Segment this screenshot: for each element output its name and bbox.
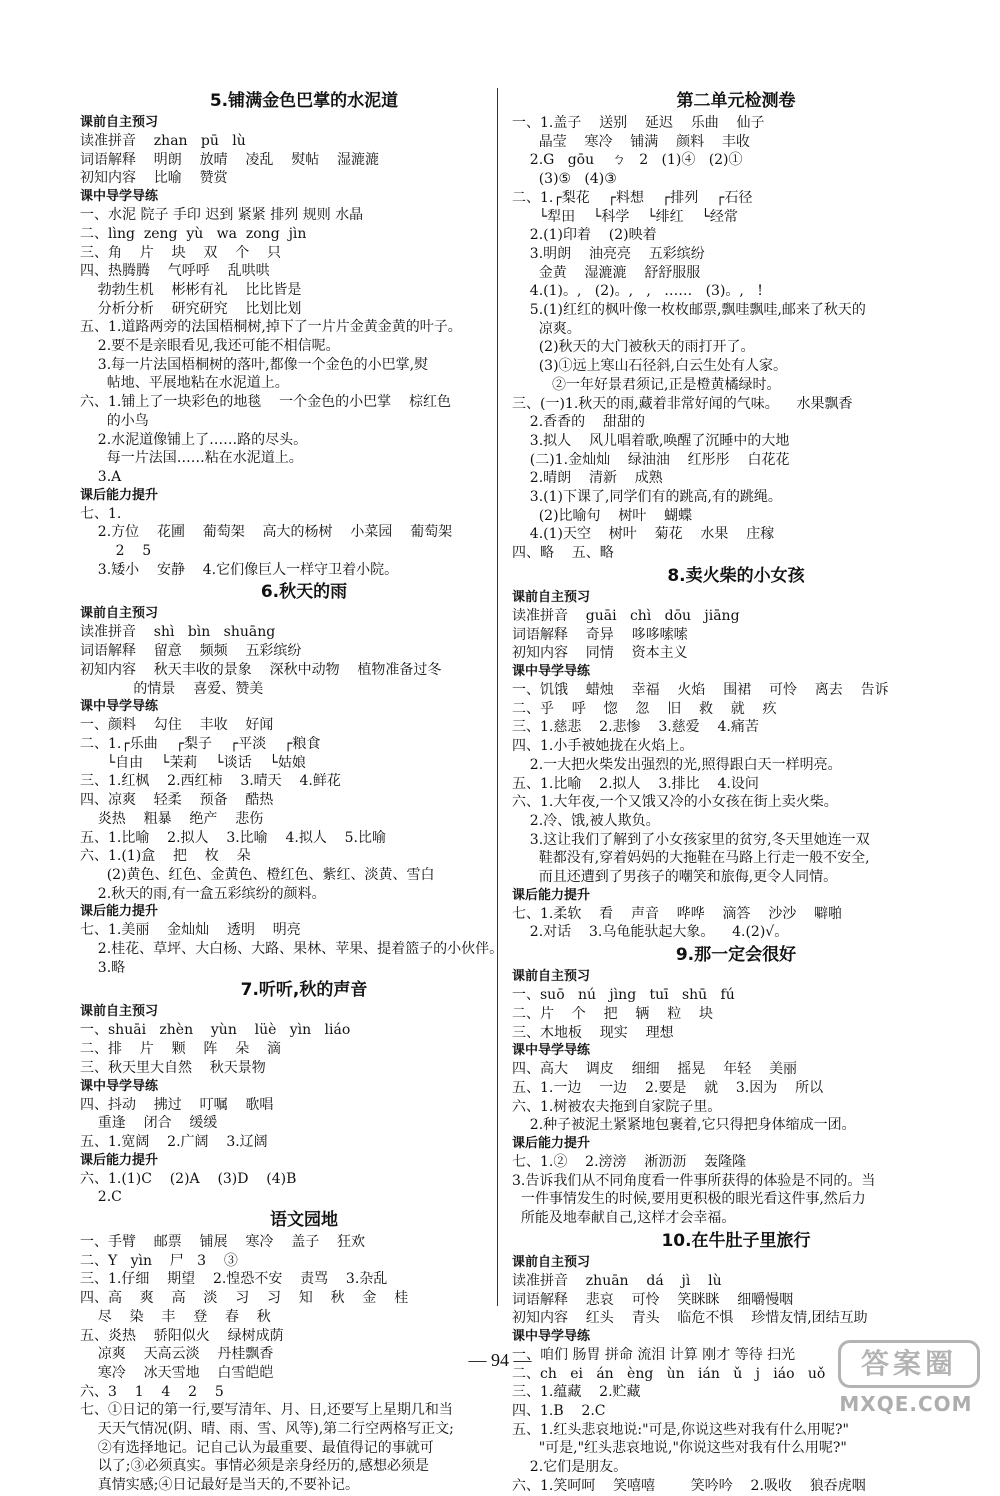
answer-line: 一、shuāi zhèn yùn lüè yìn liáo [80, 1022, 351, 1039]
answer-line: 所能及地奉献自己,这样才会幸福。 [512, 1210, 736, 1227]
answer-line: 读准拼音 zhuān dá jì lù [512, 1272, 722, 1289]
watermark-url: MXQE.COM [839, 1392, 973, 1416]
answer-line: 以了;③必须真实。事情必须是亲身经历的,感想必须是 [80, 1458, 429, 1475]
subsection-heading: 课中导学导练 [80, 1078, 159, 1094]
subsection-heading: 课前自主预习 [80, 115, 159, 130]
right-column [512, 88, 960, 1496]
answer-line: 3.拟人 风儿唱着歌,唤醒了沉睡中的大地 [512, 432, 790, 449]
answer-line: 四、高大 调皮 细细 摇晃 年轻 美丽 [512, 1061, 798, 1078]
answer-line: 六、3 1 4 2 5 [80, 1383, 224, 1400]
answer-line: 3.矮小 安静 4.它们像巨人一样守卫着小院。 [80, 561, 399, 578]
answer-line: 三、木地板 现实 理想 [512, 1024, 674, 1041]
answer-line: 真情实感;④日记最好是当天的,不要补记。 [80, 1477, 359, 1494]
answer-line: 3.A [80, 468, 122, 485]
section-title: 5.铺满金色巴掌的水泥道 [209, 91, 399, 111]
answer-line: 初知内容 秋天丰收的景象 深秋中动物 植物准备过冬 [80, 661, 442, 678]
subsection-heading: 课后能力提升 [80, 487, 159, 503]
answer-line: 四、热腾腾 气呼呼 乱哄哄 [80, 263, 270, 280]
answer-line: 2.水泥道像铺上了……路的尽头。 [80, 431, 308, 448]
subsection-heading: 课中导学导练 [512, 663, 591, 679]
answer-line: 3.告诉我们从不同角度看一件事所获得的体验是不同的。当 [512, 1172, 876, 1189]
subsection-heading: 课后能力提升 [512, 887, 591, 903]
answer-line: 2.冷、饿,被人欺负。 [512, 812, 660, 829]
subsection-heading: 课后能力提升 [80, 904, 159, 920]
answer-line: 2 5 [80, 543, 152, 560]
answer-line: 词语解释 悲哀 可怜 笑眯眯 细嚼慢咽 [512, 1291, 794, 1308]
answer-line: 天天气情况(阴、晴、雨、雪、风等),第二行空两格写正文; [80, 1421, 454, 1438]
answer-line: 读准拼音 guāi chì dōu jiāng [512, 607, 740, 624]
answer-line: 帖地、平展地粘在水泥道上。 [80, 375, 289, 392]
answer-line: 一、饥饿 蜡烛 幸福 火焰 围裙 可怜 离去 告诉 [512, 681, 889, 698]
answer-line: 读准拼音 shì bìn shuāng [80, 624, 276, 641]
answer-line: 凉爽 天高云淡 丹桂飘香 [80, 1346, 274, 1363]
answer-line: 六、1.(1)盒 把 枚 朵 [80, 848, 251, 865]
answer-line: 初知内容 红头 青头 临危不惧 珍惜友情,团结互助 [512, 1310, 868, 1327]
answer-line: 初知内容 比喻 赞赏 [80, 170, 228, 187]
subsection-heading: 课后能力提升 [80, 1152, 159, 1168]
answer-line: 鞋都没有,穿着妈妈的大拖鞋在马路上行走一般不安全, [512, 850, 870, 867]
answer-line: 词语解释 留意 频频 五彩缤纷 [80, 643, 302, 660]
answer-line: 寒冷 冰天雪地 白雪皑皑 [80, 1364, 274, 1381]
answer-line: 六、1.大年夜,一个又饿又冷的小女孩在街上卖火柴。 [512, 794, 838, 811]
section-title: 9.那一定会很好 [675, 945, 797, 966]
answer-line: 七、1.② 2.滂滂 淅沥沥 轰隆隆 [512, 1154, 747, 1171]
section-title: 6.秋天的雨 [260, 582, 348, 603]
answer-line: 2.对话 3.乌龟能驮起大象。 4.(2)√。 [512, 924, 789, 941]
answer-line: 2.晴朗 清新 成熟 [512, 470, 663, 487]
answer-line: 3.(1)下课了,同学们有的跳高,有的跳绳。 [512, 489, 782, 506]
answer-line: ②有选择地记。记自己认为最重要、最值得记的事就可 [80, 1439, 434, 1456]
answer-line: 2.G gōu ㄅ 2 (1)④ (2)① [512, 152, 743, 169]
section-title: 语文园地 [270, 1210, 338, 1231]
answer-line: 一、水泥 院子 手印 迟到 紧紧 排列 规则 水晶 [80, 207, 364, 224]
answer-line: 三、1.慈悲 2.悲惨 3.慈爱 4.痛苦 [512, 719, 759, 736]
answer-line: 每一片法国……粘在水泥道上。 [80, 450, 303, 467]
answer-line: 一、1.盖子 送别 延迟 乐曲 仙子 [512, 115, 765, 131]
answer-line: 2.一大把火柴发出强烈的光,照得跟白天一样明亮。 [512, 756, 842, 773]
answer-line: 三、秋天里大自然 秋天景物 [80, 1059, 266, 1076]
answer-line: 五、1.一边 一边 2.要是 就 3.因为 所以 [512, 1079, 824, 1096]
answer-line: 二、排 片 颗 阵 朵 滴 [80, 1041, 282, 1058]
subsection-heading: 课前自主预习 [512, 1254, 591, 1270]
answer-line: 2.桂花、草坪、大白杨、大路、果林、苹果、提着篮子的小伙伴。 [80, 941, 504, 958]
answer-line: 四、略 五、略 [512, 545, 614, 562]
section-title: 第二单元检测卷 [676, 91, 796, 111]
answer-line: "可是,"红头悲哀地说,"你说这些对我有什么用呢?" [512, 1440, 847, 1457]
left-column [80, 88, 528, 1495]
answer-line: 五、炎热 骄阳似火 绿树成荫 [80, 1327, 284, 1344]
answer-line: 2.方位 花圃 葡萄架 高大的杨树 小菜园 葡萄架 [80, 524, 453, 541]
answer-line: 二、1.┌梨花 ┌料想 ┌排列 ┌石径 [512, 189, 753, 206]
answer-line: 2.(1)印着 (2)映着 [512, 227, 657, 244]
page-number: — 94 — [468, 1350, 532, 1370]
answer-line: 四、抖动 拂过 叮嘱 歌唱 [80, 1096, 274, 1113]
answer-line: 二、ch ei án èng ùn ián ǔ j iáo uǒ [512, 1365, 826, 1382]
answer-line: 三、1.蕴藏 2.贮藏 [512, 1384, 641, 1401]
section-title: 7.听听,秋的声音 [240, 980, 368, 1001]
answer-line: └犁田 └科学 └绯红 └经常 [512, 208, 738, 225]
answer-line: 的情景 喜爱、赞美 [80, 680, 264, 697]
answer-line: 六、1.(1)C (2)A (3)D (4)B [80, 1170, 297, 1187]
answer-line: 四、高 爽 高 淡 习 习 知 秋 金 桂 [80, 1290, 409, 1307]
answer-line: 3.每一片法国梧桐树的落叶,都像一个金色的小巴掌,熨 [80, 356, 429, 373]
answer-line: 一、手臂 邮票 铺展 寒冷 盖子 狂欢 [80, 1234, 366, 1251]
answer-line: (2)秋天的大门被秋天的雨打开了。 [512, 339, 755, 356]
subsection-heading: 课中导学导练 [512, 1043, 591, 1059]
answer-line: 3.略 [80, 959, 126, 976]
answer-line: 4.(1)天空 树叶 菊花 水果 庄稼 [512, 526, 775, 543]
answer-line: 2.C [80, 1189, 122, 1206]
subsection-heading: 课中导学导练 [80, 699, 159, 715]
answer-line: (2)比喻句 树叶 蝴蝶 [512, 507, 693, 524]
answer-line: 4.(1)。, (2)。, , …… (3)。, ! [512, 283, 763, 300]
answer-line: 勃勃生机 彬彬有礼 比比皆是 [80, 281, 302, 298]
subsection-heading: 课前自主预习 [512, 589, 591, 605]
answer-line: └自由 └茉莉 └谈话 └姑娘 [80, 754, 306, 771]
subsection-heading: 课前自主预习 [512, 969, 591, 985]
subsection-heading: 课中导学导练 [80, 189, 159, 205]
answer-line: 六、1.笑呵呵 笑嘻嘻 笑吟吟 2.吸收 狼吞虎咽 [512, 1477, 866, 1494]
answer-line: 3.明朗 油亮亮 五彩缤纷 [512, 245, 705, 262]
answer-line: (二)1.金灿灿 绿油油 红彤彤 白花花 [512, 451, 790, 468]
answer-line: 四、1.小手被她拢在火焰上。 [512, 738, 694, 755]
answer-line: (3)⑤ (4)③ [512, 171, 617, 188]
answer-line: 一、颜料 勾住 丰收 好闻 [80, 717, 274, 734]
answer-line: ②一年好景君须记,正是橙黄橘绿时。 [512, 376, 781, 393]
answer-line: 七、1.美丽 金灿灿 透明 明亮 [80, 922, 301, 939]
answer-line: 重逢 闭合 缓缓 [80, 1115, 218, 1132]
subsection-heading: 课前自主预习 [80, 1004, 159, 1020]
answer-line: 词语解释 明朗 放晴 凌乱 熨帖 湿漉漉 [80, 151, 380, 168]
answer-line: 一件事情发生的时候,要用更积极的眼光看这件事,然后力 [512, 1191, 866, 1208]
answer-line: 七、1. [80, 505, 122, 522]
answer-line: 二、lìng zeng yù wa zong jìn [80, 225, 307, 242]
answer-line: 炎热 粗暴 绝产 悲伤 [80, 810, 264, 827]
answer-line: 四、1.B 2.C [512, 1403, 606, 1420]
answer-line: 二、片 个 把 辆 粒 块 [512, 1005, 714, 1022]
answer-line: (3)①远上寒山石径斜,白云生处有人家。 [512, 358, 787, 375]
answer-line: 一、suō nú jìng tuī shū fú [512, 987, 735, 1004]
answer-line: 2.种子被泥土紧紧地包裹着,它只得把身体缩成一团。 [512, 1117, 856, 1134]
answer-line: 三、1.红枫 2.西红柿 3.晴天 4.鲜花 [80, 773, 341, 790]
answer-line: 金黄 湿漉漉 舒舒服服 [512, 264, 701, 281]
answer-line: 凉爽。 [512, 320, 581, 337]
answer-line: 六、1.铺上了一块彩色的地毯 一个金色的小巴掌 棕红色 [80, 394, 451, 411]
answer-line: 五、1.比喻 2.拟人 3.排比 4.设问 [512, 775, 759, 792]
answer-line: 五、1.宽阔 2.广阔 3.辽阔 [80, 1133, 268, 1150]
answer-line: 二、1.┌乐曲 ┌梨子 ┌平淡 ┌粮食 [80, 735, 321, 752]
answer-line: 七、1.柔软 看 声音 哗哗 滴答 沙沙 噼啪 [512, 905, 843, 922]
answer-line: 三、角 片 块 双 个 只 [80, 244, 282, 261]
answer-line: 七、①日记的第一行,要写清年、月、日,还要写上星期几和当 [80, 1402, 453, 1419]
answer-line: 的小鸟 [80, 412, 149, 429]
answer-line: 三、(一)1.秋天的雨,藏着非常好闻的气味。 水果飘香 [512, 395, 853, 412]
watermark-logo: 答案圈 [838, 1340, 980, 1388]
subsection-heading: 课后能力提升 [512, 1136, 591, 1152]
answer-line: (2)黄色、红色、金黄色、橙红色、紫红、淡黄、雪白 [80, 866, 435, 883]
section-title: 10.在牛肚子里旅行 [661, 1230, 811, 1251]
answer-line: 5.(1)红红的枫叶像一枚枚邮票,飘哇飘哇,邮来了秋天的 [512, 302, 866, 319]
answer-line: 读准拼音 zhan pū lù [80, 133, 246, 149]
answer-line: 六、1.树被农夫拖到自家院子里。 [512, 1098, 722, 1115]
answer-line: 五、1.红头悲哀地说:"可是,你说这些对我有什么用呢?" [512, 1421, 849, 1438]
answer-line: 二、Y yìn ⼫ 3 ③ [80, 1252, 238, 1269]
answer-line: 一、咱们 肠胃 拼命 流泪 计算 刚才 等待 扫光 [512, 1346, 796, 1363]
answer-line: 分析分析 研究研究 比划比划 [80, 300, 302, 317]
answer-line: 五、1.道路两旁的法国梧桐树,掉下了一片片金黄金黄的叶子。 [80, 319, 462, 336]
answer-line: 词语解释 奇异 哆哆嗦嗦 [512, 626, 688, 643]
answer-line: 2.它们是朋友。 [512, 1459, 628, 1476]
answer-line: 初知内容 同情 资本主义 [512, 645, 688, 662]
answer-line: 二、乎 呼 惚 忽 旧 救 就 疚 [512, 700, 777, 717]
answer-line: 3.这让我们了解到了小女孩家里的贫穷,冬天里她连一双 [512, 831, 870, 848]
answer-line: 三、1.仔细 期望 2.惶恐不安 责骂 3.杂乱 [80, 1271, 388, 1288]
answer-line: 而且还遭到了男孩子的嘲笑和旅侮,更令人同情。 [512, 869, 838, 886]
answer-line: 2.秋天的雨,有一盒五彩缤纷的颜料。 [80, 885, 326, 902]
answer-line: 五、1.比喻 2.拟人 3.比喻 4.拟人 5.比喻 [80, 829, 386, 846]
answer-line: 2.要不是亲眼看见,我还可能不相信呢。 [80, 338, 340, 355]
answer-line: 2.香香的 甜甜的 [512, 414, 645, 431]
subsection-heading: 课前自主预习 [80, 606, 159, 622]
answer-line: 四、凉爽 轻柔 预备 酷热 [80, 792, 274, 809]
answer-line: 尽 染 丰 登 春 秋 [80, 1308, 271, 1325]
subsection-heading: 课中导学导练 [512, 1328, 591, 1344]
answer-line: 晶莹 寒冷 铺满 颜料 丰收 [512, 133, 750, 150]
section-title: 8.卖火柴的小女孩 [667, 565, 805, 586]
